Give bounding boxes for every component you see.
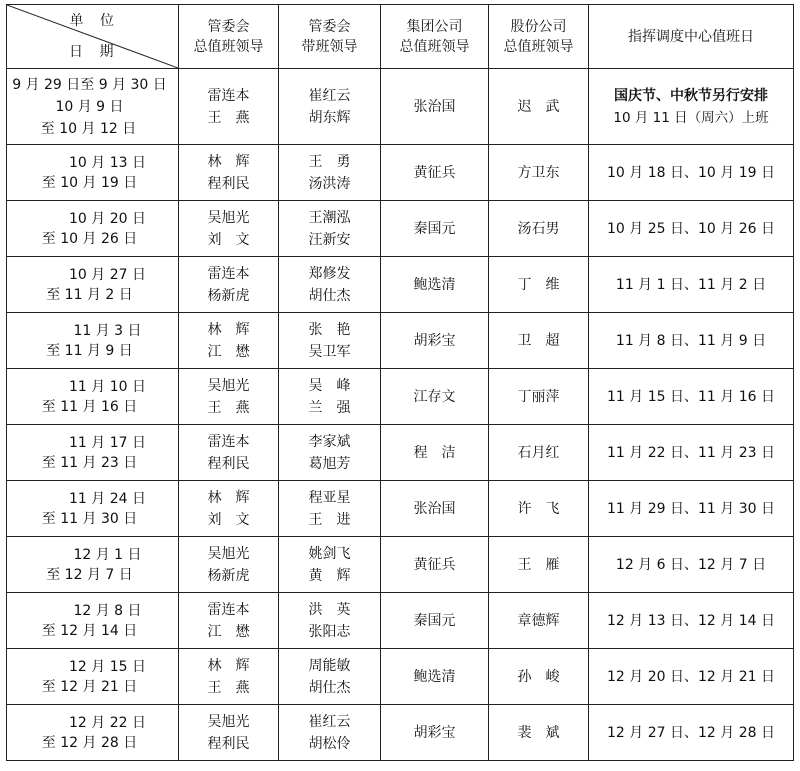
- stock-duty-cell: 孙 峻: [489, 649, 589, 705]
- center-duty-cell: 12 月 20 日、12 月 21 日: [589, 649, 794, 705]
- table-row: [7, 649, 794, 705]
- workday-note: 10 月 11 日（周六）上班: [613, 109, 769, 126]
- gw-lead-cell: 郑修发 胡仕杰: [279, 257, 381, 313]
- gw-duty-cell: 雷连本 杨新虎: [179, 257, 279, 313]
- stock-duty-cell: 汤石男: [489, 201, 589, 257]
- stock-duty-cell: 方卫东: [489, 145, 589, 201]
- group-duty-cell: 秦国元: [381, 201, 489, 257]
- gw-lead-cell: 张 艳 吴卫军: [279, 313, 381, 369]
- center-duty-cell: 11 月 29 日、11 月 30 日: [589, 481, 794, 537]
- stock-duty-cell: 许 飞: [489, 481, 589, 537]
- date-range-cell: 10 月 13 日 至 10 月 19 日: [7, 145, 179, 201]
- group-duty-cell: 鲍选清: [381, 257, 489, 313]
- gw-duty-cell: 雷连本 王 燕: [179, 69, 279, 145]
- group-duty-cell: 黄征兵: [381, 537, 489, 593]
- header-center-duty-day: 指挥调度中心值班日: [589, 5, 794, 69]
- center-duty-cell: 11 月 1 日、11 月 2 日: [589, 257, 794, 313]
- gw-lead-cell: 王潮泓 汪新安: [279, 201, 381, 257]
- date-range-cell: 11 月 10 日 至 11 月 16 日: [7, 369, 179, 425]
- date-range-cell: 12 月 1 日 至 12 月 7 日: [7, 537, 179, 593]
- gw-lead-cell: 周能敏 胡仕杰: [279, 649, 381, 705]
- center-duty-cell: 12 月 13 日、12 月 14 日: [589, 593, 794, 649]
- header-row: [7, 5, 794, 69]
- date-range-cell: 12 月 8 日 至 12 月 14 日: [7, 593, 179, 649]
- table-row: [7, 537, 794, 593]
- stock-duty-cell: 卫 超: [489, 313, 589, 369]
- header-stock-duty: 股份公司 总值班领导: [489, 5, 589, 69]
- table-row: [7, 69, 794, 145]
- holiday-note: 国庆节、中秋节另行安排: [614, 87, 768, 104]
- date-range-cell: 11 月 24 日 至 11 月 30 日: [7, 481, 179, 537]
- group-duty-cell: 张治国: [381, 481, 489, 537]
- gw-lead-cell: 崔红云 胡松伶: [279, 705, 381, 761]
- center-duty-cell: 11 月 22 日、11 月 23 日: [589, 425, 794, 481]
- stock-duty-cell: 丁 维: [489, 257, 589, 313]
- gw-duty-cell: 雷连本 程利民: [179, 425, 279, 481]
- group-duty-cell: 张治国: [381, 69, 489, 145]
- header-gw-lead: 管委会 带班领导: [279, 5, 381, 69]
- header-corner-cell: [7, 5, 179, 69]
- table-row: [7, 593, 794, 649]
- table-row: [7, 369, 794, 425]
- table-row: [7, 201, 794, 257]
- center-duty-cell: 10 月 25 日、10 月 26 日: [589, 201, 794, 257]
- header-gw-duty: 管委会 总值班领导: [179, 5, 279, 69]
- table-row: [7, 145, 794, 201]
- date-range-cell: 12 月 15 日 至 12 月 21 日: [7, 649, 179, 705]
- date-range-cell: 11 月 17 日 至 11 月 23 日: [7, 425, 179, 481]
- header-unit-label: 单 位: [69, 13, 120, 29]
- group-duty-cell: 胡彩宝: [381, 705, 489, 761]
- gw-duty-cell: 雷连本 江 懋: [179, 593, 279, 649]
- gw-lead-cell: 姚剑飞 黄 辉: [279, 537, 381, 593]
- gw-lead-cell: 崔红云 胡东辉: [279, 69, 381, 145]
- gw-duty-cell: 吴旭光 王 燕: [179, 369, 279, 425]
- stock-duty-cell: 王 雁: [489, 537, 589, 593]
- gw-duty-cell: 林 辉 江 懋: [179, 313, 279, 369]
- gw-lead-cell: 洪 英 张阳志: [279, 593, 381, 649]
- gw-duty-cell: 吴旭光 杨新虎: [179, 537, 279, 593]
- table-row: [7, 313, 794, 369]
- gw-lead-cell: 吴 峰 兰 强: [279, 369, 381, 425]
- gw-duty-cell: 林 辉 王 燕: [179, 649, 279, 705]
- gw-lead-cell: 王 勇 汤洪涛: [279, 145, 381, 201]
- table-row: [7, 705, 794, 761]
- group-duty-cell: 秦国元: [381, 593, 489, 649]
- stock-duty-cell: 丁丽萍: [489, 369, 589, 425]
- center-duty-cell: 12 月 27 日、12 月 28 日: [589, 705, 794, 761]
- stock-duty-cell: 裴 斌: [489, 705, 589, 761]
- center-duty-cell: 12 月 6 日、12 月 7 日: [589, 537, 794, 593]
- center-duty-cell: 11 月 15 日、11 月 16 日: [589, 369, 794, 425]
- stock-duty-cell: 迟 武: [489, 69, 589, 145]
- center-duty-cell: 11 月 8 日、11 月 9 日: [589, 313, 794, 369]
- stock-duty-cell: 石月红: [489, 425, 589, 481]
- duty-schedule-table: [6, 4, 794, 761]
- gw-lead-cell: 李家斌 葛旭芳: [279, 425, 381, 481]
- gw-duty-cell: 林 辉 刘 文: [179, 481, 279, 537]
- center-duty-cell: 10 月 18 日、10 月 19 日: [589, 145, 794, 201]
- header-date-label: 日 期: [69, 44, 120, 60]
- gw-lead-cell: 程亚星 王 进: [279, 481, 381, 537]
- table-row: [7, 425, 794, 481]
- table-row: [7, 257, 794, 313]
- header-group-duty: 集团公司 总值班领导: [381, 5, 489, 69]
- date-range-cell: 9 月 29 日至 9 月 30 日 10 月 9 日 至 10 月 12 日: [7, 69, 179, 145]
- stock-duty-cell: 章德辉: [489, 593, 589, 649]
- group-duty-cell: 胡彩宝: [381, 313, 489, 369]
- gw-duty-cell: 吴旭光 程利民: [179, 705, 279, 761]
- date-range-cell: 10 月 20 日 至 10 月 26 日: [7, 201, 179, 257]
- gw-duty-cell: 林 辉 程利民: [179, 145, 279, 201]
- gw-duty-cell: 吴旭光 刘 文: [179, 201, 279, 257]
- group-duty-cell: 程 洁: [381, 425, 489, 481]
- group-duty-cell: 鲍选清: [381, 649, 489, 705]
- group-duty-cell: 黄征兵: [381, 145, 489, 201]
- table-row: [7, 481, 794, 537]
- center-duty-cell: [589, 69, 794, 145]
- date-range-cell: 12 月 22 日 至 12 月 28 日: [7, 705, 179, 761]
- date-range-cell: 11 月 3 日 至 11 月 9 日: [7, 313, 179, 369]
- group-duty-cell: 江存文: [381, 369, 489, 425]
- date-range-cell: 10 月 27 日 至 11 月 2 日: [7, 257, 179, 313]
